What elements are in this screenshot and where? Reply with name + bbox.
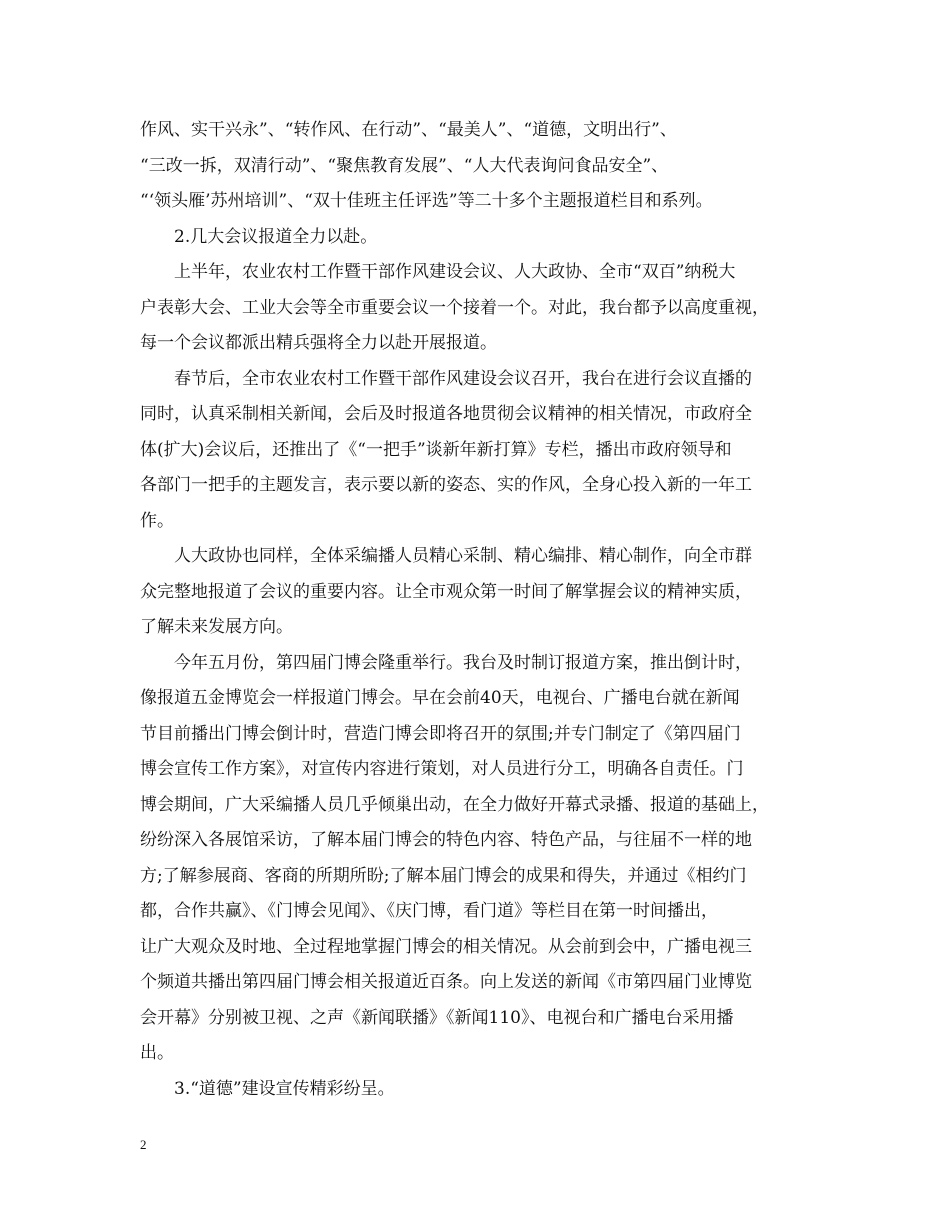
text-line: 户表彰大会、工业大会等全市重要会议一个接着一个。对此，我台都予以高度重视， — [140, 297, 769, 318]
text-line: 博会宣传工作方案》，对宣传内容进行策划，对人员进行分工，明确各自责任。门 — [140, 759, 744, 779]
text-line: 个频道共播出第四届门博会相关报道近百条。向上发送的新闻《市第四届门业博览 — [140, 972, 752, 992]
text-line: 会开幕》分别被卫视、之声《新闻联播》《新闻110》、电视台和广播电台采用播 — [140, 1007, 734, 1028]
text-line: 像报道五金博览会一样报道门博会。早在会前40天，电视台、广播电台就在新闻 — [140, 688, 740, 708]
document-body — [140, 113, 810, 1107]
text-line: “三改一拆，双清行动”、“聚焦教育发展”、“人大代表询问食品安全”、 — [140, 155, 669, 176]
text-line: 都，合作共赢》、《门博会见闻》、《庆门博，看门道》等栏目在第一时间播出， — [140, 901, 718, 921]
text-line: 人大政协也同样，全体采编播人员精心采制、精心编排、精心制作，向全市群 — [174, 546, 752, 566]
text-line: 让广大观众及时地、全过程地掌握门博会的相关情况。从会前到会中，广播电视三 — [140, 936, 752, 957]
text-line: 了解未来发展方向。 — [140, 617, 293, 637]
text-line: 同时，认真采制相关新闻，会后及时报道各地贯彻会议精神的相关情况，市政府全 — [140, 404, 752, 424]
text-line: 众完整地报道了会议的重要内容。让全市观众第一时间了解掌握会议的精神实质， — [140, 581, 752, 602]
page-number: 2 — [140, 1137, 147, 1152]
text-line: 今年五月份，第四届门博会隆重举行。我台及时制订报道方案，推出倒计时， — [174, 652, 752, 673]
text-line: 上半年，农业农村工作暨干部作风建设会议、人大政协、全市“双百”纳税大 — [174, 262, 736, 282]
text-line: 博会期间，广大采编播人员几乎倾巢出动，在全力做好开幕式录播、报道的基础上， — [140, 794, 769, 815]
text-line: 方;了解参展商、客商的所期所盼;了解本届门博会的成果和得失，并通过《相约门 — [140, 865, 747, 886]
text-line: 每一个会议都派出精兵强将全力以赴开展报道。 — [140, 333, 497, 353]
text-line: 节目前播出门博会倒计时，营造门博会即将召开的氛围;并专门制定了《第四届门 — [140, 723, 741, 744]
text-line: 纷纷深入各展馆采访，了解本届门博会的特色内容、特色产品，与往届不一样的地 — [140, 830, 752, 850]
text-line: 出。 — [140, 1043, 174, 1063]
text-line: 春节后，全市农业农村工作暨干部作风建设会议召开，我台在进行会议直播的 — [174, 368, 752, 389]
text-line: 体(扩大)会议后，还推出了《“一把手”谈新年新打算》专栏，播出市政府领导和 — [140, 439, 732, 460]
text-line: “‘领头雁’苏州培训”、“双十佳班主任评选”等二十多个主题报道栏目和系列。 — [140, 191, 713, 211]
section-heading: 3.“道德”建设宣传精彩纷呈。 — [174, 1078, 395, 1099]
text-line: 作。 — [140, 510, 174, 531]
text-line: 各部门一把手的主题发言，表示要以新的姿态、实的作风，全身心投入新的一年工 — [140, 475, 752, 495]
section-heading: 2.几大会议报道全力以赴。 — [174, 226, 378, 247]
text-line: 作风、实干兴永”、“转作风、在行动”、“最美人”、“道德，文明出行”、 — [140, 120, 677, 140]
